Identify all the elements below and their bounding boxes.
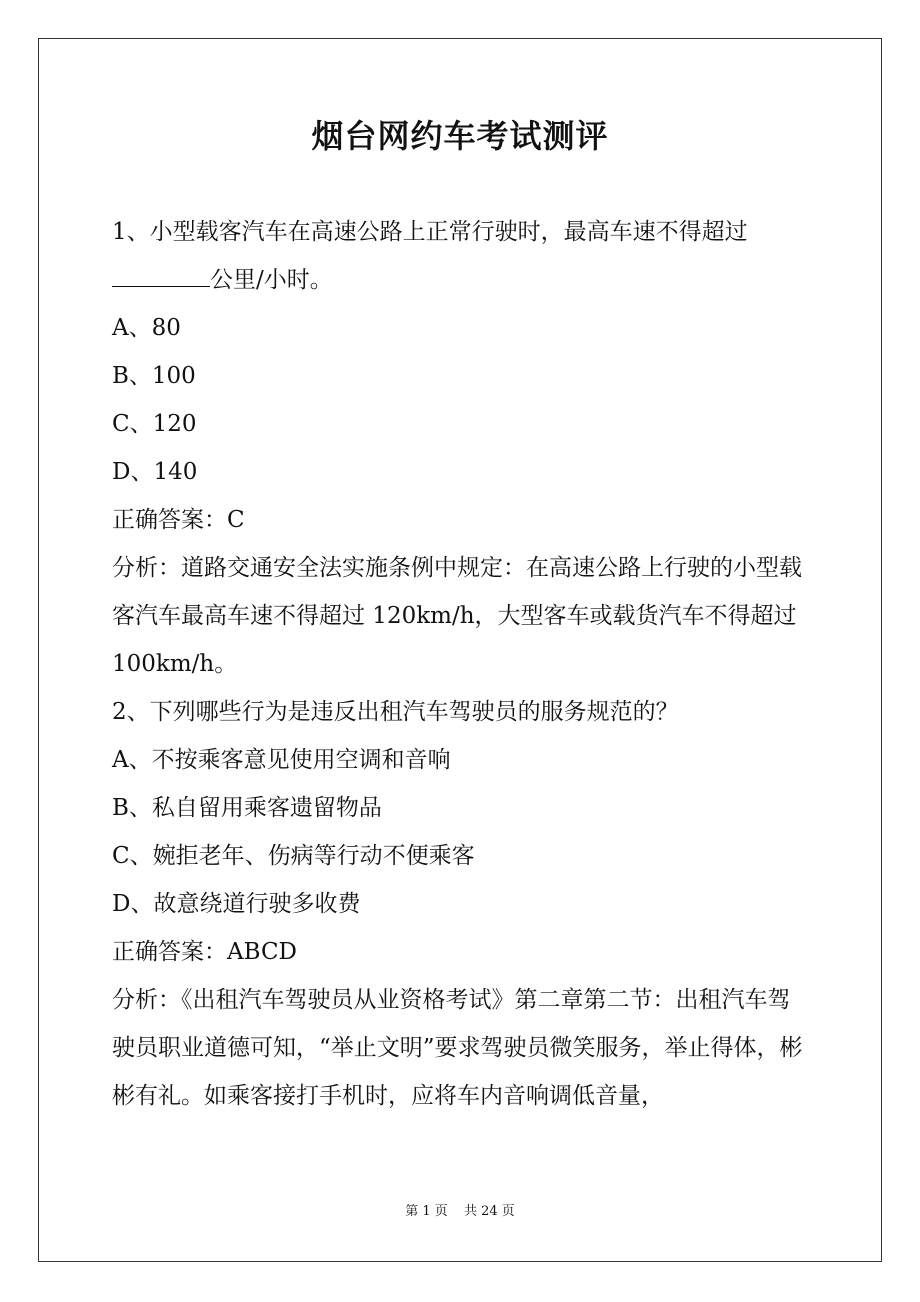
question-1-option-c: C、120 xyxy=(112,411,197,437)
question-1-stem-unit: 公里/小时。 xyxy=(210,267,333,293)
question-1-option-a: A、80 xyxy=(112,315,181,341)
question-1-analysis: 分析：道路交通安全法实施条例中规定：在高速公路上行驶的小型载客汽车最高车速不得超过 120km/h，大型客车或载货汽车不得超过 100km/h。 xyxy=(112,555,802,677)
question-2-option-d: D、故意绕道行驶多收费 xyxy=(112,891,361,917)
question-2-stem: 2、下列哪些行为是违反出租汽车驾驶员的服务规范的？ xyxy=(112,699,679,725)
document-body xyxy=(112,208,812,1120)
question-1-answer: 正确答案：C xyxy=(112,507,245,533)
question-1-option-d: D、140 xyxy=(112,459,198,485)
question-2-option-b: B、私自留用乘客遗留物品 xyxy=(112,795,382,821)
question-2-option-c: C、婉拒老年、伤病等行动不便乘客 xyxy=(112,843,475,869)
answer-blank xyxy=(112,256,210,287)
document-title: 烟台网约车考试测评 xyxy=(311,117,609,155)
question-2-analysis: 分析：《出租汽车驾驶员从业资格考试》第二章第二节：出租汽车驾驶员职业道德可知，“举止文明”要求驾驶员微笑服务，举止得体，彬彬有礼。如乘客接打手机时，应将车内音响调低音量， xyxy=(112,987,803,1109)
question-1-stem-line1: 1、小型载客汽车在高速公路上正常行驶时，最高车速不得超过 xyxy=(112,219,748,245)
question-2 xyxy=(112,688,812,1120)
question-2-answer: 正确答案：ABCD xyxy=(112,939,297,965)
question-1 xyxy=(112,208,812,688)
question-2-option-a: A、不按乘客意见使用空调和音响 xyxy=(112,747,451,773)
page-footer xyxy=(0,1202,920,1222)
question-1-stem-line2 xyxy=(112,256,812,304)
page-total: 共 24 页 xyxy=(463,1204,515,1219)
question-1-option-b: B、100 xyxy=(112,363,196,389)
page-number: 第 1 页 xyxy=(405,1204,448,1219)
